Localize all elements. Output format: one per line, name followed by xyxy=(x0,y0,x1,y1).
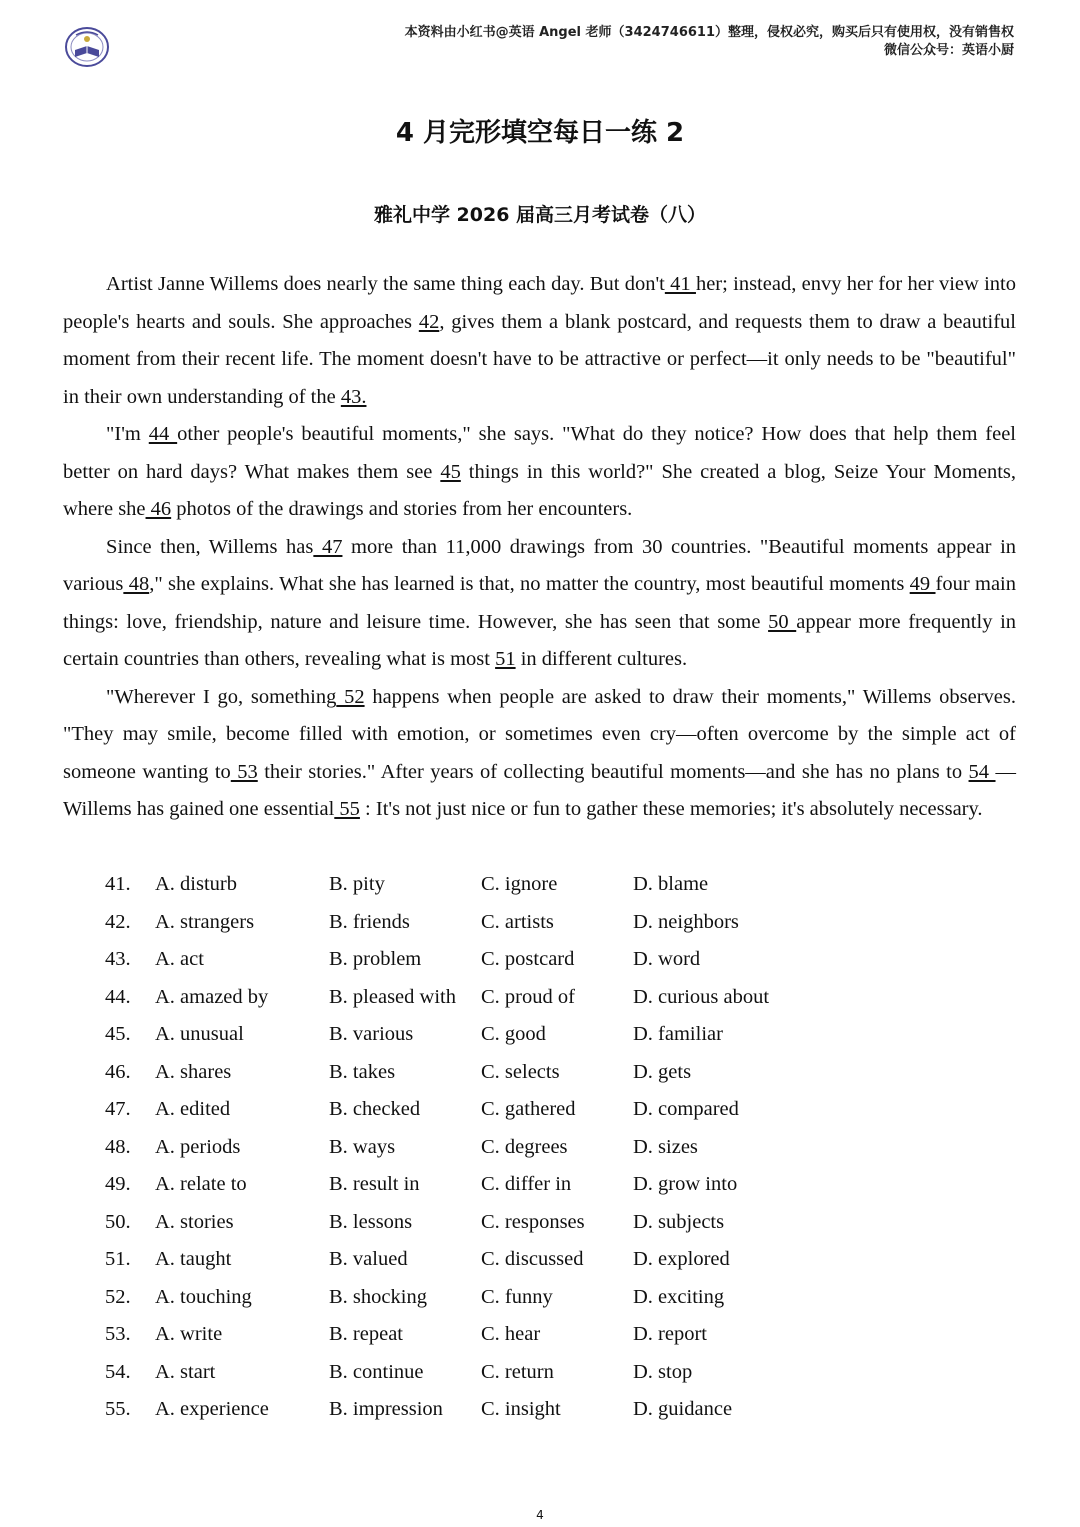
blank-number: 46 xyxy=(145,498,172,520)
option-b: B. takes xyxy=(329,1060,396,1083)
question-row xyxy=(0,1129,1080,1167)
blank-number: 50 xyxy=(768,610,797,633)
option-c: C. gathered xyxy=(481,1098,576,1120)
question-row xyxy=(0,941,1080,979)
option-a: A. experience xyxy=(155,1398,269,1420)
option-b: B. shocking xyxy=(329,1285,427,1308)
passage-text: "I'm xyxy=(106,423,149,445)
page-number: 4 xyxy=(536,1508,544,1522)
question-number: 43. xyxy=(105,948,131,970)
option-b: B. lessons xyxy=(329,1210,413,1233)
blank-number: 54 xyxy=(968,760,996,783)
option-a: A. taught xyxy=(155,1248,232,1270)
option-d: D. subjects xyxy=(633,1210,725,1233)
question-row xyxy=(0,979,1080,1017)
option-d: D. report xyxy=(633,1323,708,1345)
question-row xyxy=(0,1279,1080,1317)
option-a: A. act xyxy=(155,948,204,970)
option-a: A. shares xyxy=(155,1060,232,1083)
option-b: B. friends xyxy=(329,910,410,933)
option-b: B. ways xyxy=(329,1135,396,1158)
blank-number: 47 xyxy=(313,535,343,558)
option-b: B. pity xyxy=(329,873,385,895)
option-c: C. ignore xyxy=(481,873,558,895)
option-b: B. pleased with xyxy=(329,985,456,1008)
passage-text: more than 11,000 drawings from 30 countries. "Beautiful moments appear in various xyxy=(63,535,1017,595)
option-b: B. valued xyxy=(329,1248,408,1270)
question-number: 41. xyxy=(105,873,131,895)
option-a: A. write xyxy=(155,1323,223,1345)
option-a: A. start xyxy=(155,1360,216,1383)
option-d: D. familiar xyxy=(633,1023,723,1045)
option-d: D. explored xyxy=(633,1248,730,1270)
copyright-notice: 本资料由小红书@英语 Angel 老师（3424746611）整理，侵权必究，购买后只有使用权，没有销售权 xyxy=(404,25,1014,40)
question-row xyxy=(0,1391,1080,1429)
question-number: 55. xyxy=(105,1398,131,1420)
passage-text: Artist Janne Willems does nearly the same thing each day. But don't xyxy=(106,273,665,295)
option-b: B. problem xyxy=(329,948,422,970)
blank-number: 45 xyxy=(440,460,461,483)
blank-number: 43. xyxy=(340,385,367,408)
question-row xyxy=(0,1016,1080,1054)
option-d: D. word xyxy=(633,948,701,970)
copyright-header xyxy=(405,24,1014,60)
option-c: C. differ in xyxy=(481,1173,572,1195)
blank-number: 41 xyxy=(664,273,696,295)
option-c: C. hear xyxy=(481,1323,541,1345)
option-b: B. various xyxy=(329,1023,414,1045)
question-number: 46. xyxy=(105,1060,131,1083)
passage-text: "Wherever I go, something xyxy=(106,685,337,708)
option-c: C. good xyxy=(481,1023,546,1045)
passage-text: : It's not just nice or fun to gather these memories; it's absolutely necessary. xyxy=(359,798,983,820)
question-number: 42. xyxy=(105,910,131,933)
passage-paragraph xyxy=(63,416,1016,529)
blank-number: 51 xyxy=(495,648,516,670)
question-number: 51. xyxy=(105,1248,131,1270)
option-a: A. edited xyxy=(155,1098,231,1120)
question-number: 48. xyxy=(105,1135,131,1158)
passage-text: their stories." After years of collecting beautiful moments—and she has no plans to xyxy=(257,760,969,783)
blank-number: 48 xyxy=(123,573,150,595)
option-c: C. insight xyxy=(481,1398,561,1420)
option-a: A. relate to xyxy=(155,1173,247,1195)
option-b: B. result in xyxy=(329,1173,420,1195)
passage-text: four main things: love, friendship, nature and leisure time. However, she has seen that some xyxy=(63,573,1016,633)
option-c: C. proud of xyxy=(481,985,575,1008)
blank-number: 44 xyxy=(148,423,178,445)
option-d: D. gets xyxy=(633,1060,692,1083)
question-number: 52. xyxy=(105,1285,131,1308)
passage-paragraph xyxy=(63,679,1016,829)
passage-text: in different cultures. xyxy=(515,648,688,670)
passage-text: appear more frequently in certain countries than others, revealing what is most xyxy=(63,610,1017,670)
passage-text: Since then, Willems has xyxy=(106,535,314,558)
blank-number: 55 xyxy=(334,798,360,820)
option-d: D. grow into xyxy=(633,1173,738,1195)
passage-text: ," she explains. What she has learned is that, no matter the country, most beautiful moments xyxy=(149,573,910,595)
option-d: D. blame xyxy=(633,873,709,895)
option-c: C. postcard xyxy=(481,948,575,970)
question-row xyxy=(0,1354,1080,1392)
option-a: A. touching xyxy=(155,1285,252,1308)
blank-number: 49 xyxy=(909,573,936,595)
cloze-passage xyxy=(63,266,1016,829)
option-c: C. responses xyxy=(481,1210,585,1233)
question-row xyxy=(0,1316,1080,1354)
passage-paragraph xyxy=(63,529,1016,679)
question-row xyxy=(0,1166,1080,1204)
page-title: 4 月完形填空每日一练 2 xyxy=(395,118,685,148)
answer-options xyxy=(0,866,1080,1429)
passage-text: her; instead, envy her for her view into people's hearts and souls. She approaches xyxy=(63,273,1016,333)
question-row xyxy=(0,904,1080,942)
option-d: D. exciting xyxy=(633,1285,725,1308)
passage-text: things in this world?" She created a blog, Seize Your Moments, where she xyxy=(63,460,1016,520)
passage-text: other people's beautiful moments," she says. "What do they notice? How does that help them feel better on hard days? What makes them see xyxy=(63,423,1016,483)
question-row xyxy=(0,1054,1080,1092)
option-d: D. compared xyxy=(633,1098,739,1120)
option-a: A. strangers xyxy=(155,910,255,933)
question-number: 49. xyxy=(105,1173,131,1195)
option-d: D. sizes xyxy=(633,1135,698,1158)
option-c: C. artists xyxy=(481,910,554,933)
option-c: C. discussed xyxy=(481,1248,584,1270)
passage-text: photos of the drawings and stories from her encounters. xyxy=(171,498,633,520)
blank-number: 42 xyxy=(418,310,440,333)
school-logo-icon xyxy=(64,26,110,68)
question-row xyxy=(0,1241,1080,1279)
wechat-account: 微信公众号：英语小厨 xyxy=(883,43,1014,58)
option-a: A. amazed by xyxy=(155,985,269,1008)
option-a: A. disturb xyxy=(155,873,237,895)
option-b: B. checked xyxy=(329,1098,421,1120)
option-b: B. impression xyxy=(329,1398,443,1420)
option-a: A. unusual xyxy=(155,1023,244,1045)
option-a: A. stories xyxy=(155,1210,234,1233)
option-d: D. neighbors xyxy=(633,910,739,933)
option-c: C. degrees xyxy=(481,1135,568,1158)
option-d: D. stop xyxy=(633,1360,693,1383)
blank-number: 52 xyxy=(336,685,365,708)
question-number: 45. xyxy=(105,1023,131,1045)
question-number: 54. xyxy=(105,1360,131,1383)
question-number: 50. xyxy=(105,1210,131,1233)
question-number: 47. xyxy=(105,1098,131,1120)
passage-text: happens when people are asked to draw their moments," Willems observes. "They may smile, become filled with emotion, or sometimes even cry—often overcome by the simple act of someone wanting to xyxy=(63,685,1016,783)
blank-number: 53 xyxy=(230,760,258,783)
option-d: D. curious about xyxy=(633,985,770,1008)
passage-text: , gives them a blank postcard, and requests them to draw a beautiful moment from their recent life. The moment doesn't have to be attractive or perfect—it only needs to be "beautiful" in their own understanding of the xyxy=(63,310,1016,408)
option-c: C. selects xyxy=(481,1060,560,1083)
option-d: D. guidance xyxy=(633,1398,733,1420)
option-b: B. repeat xyxy=(329,1323,403,1345)
option-c: C. return xyxy=(481,1360,554,1383)
question-row xyxy=(0,866,1080,904)
option-a: A. periods xyxy=(155,1135,241,1158)
question-number: 53. xyxy=(105,1323,131,1345)
passage-text: —Willems has gained one essential xyxy=(63,760,1017,820)
question-row xyxy=(0,1091,1080,1129)
question-row xyxy=(0,1204,1080,1242)
passage-paragraph xyxy=(63,266,1016,416)
option-c: C. funny xyxy=(481,1285,553,1308)
exam-subtitle: 雅礼中学 2026 届高三月考试卷（八） xyxy=(373,204,707,226)
option-b: B. continue xyxy=(329,1360,424,1383)
question-number: 44. xyxy=(105,985,131,1008)
